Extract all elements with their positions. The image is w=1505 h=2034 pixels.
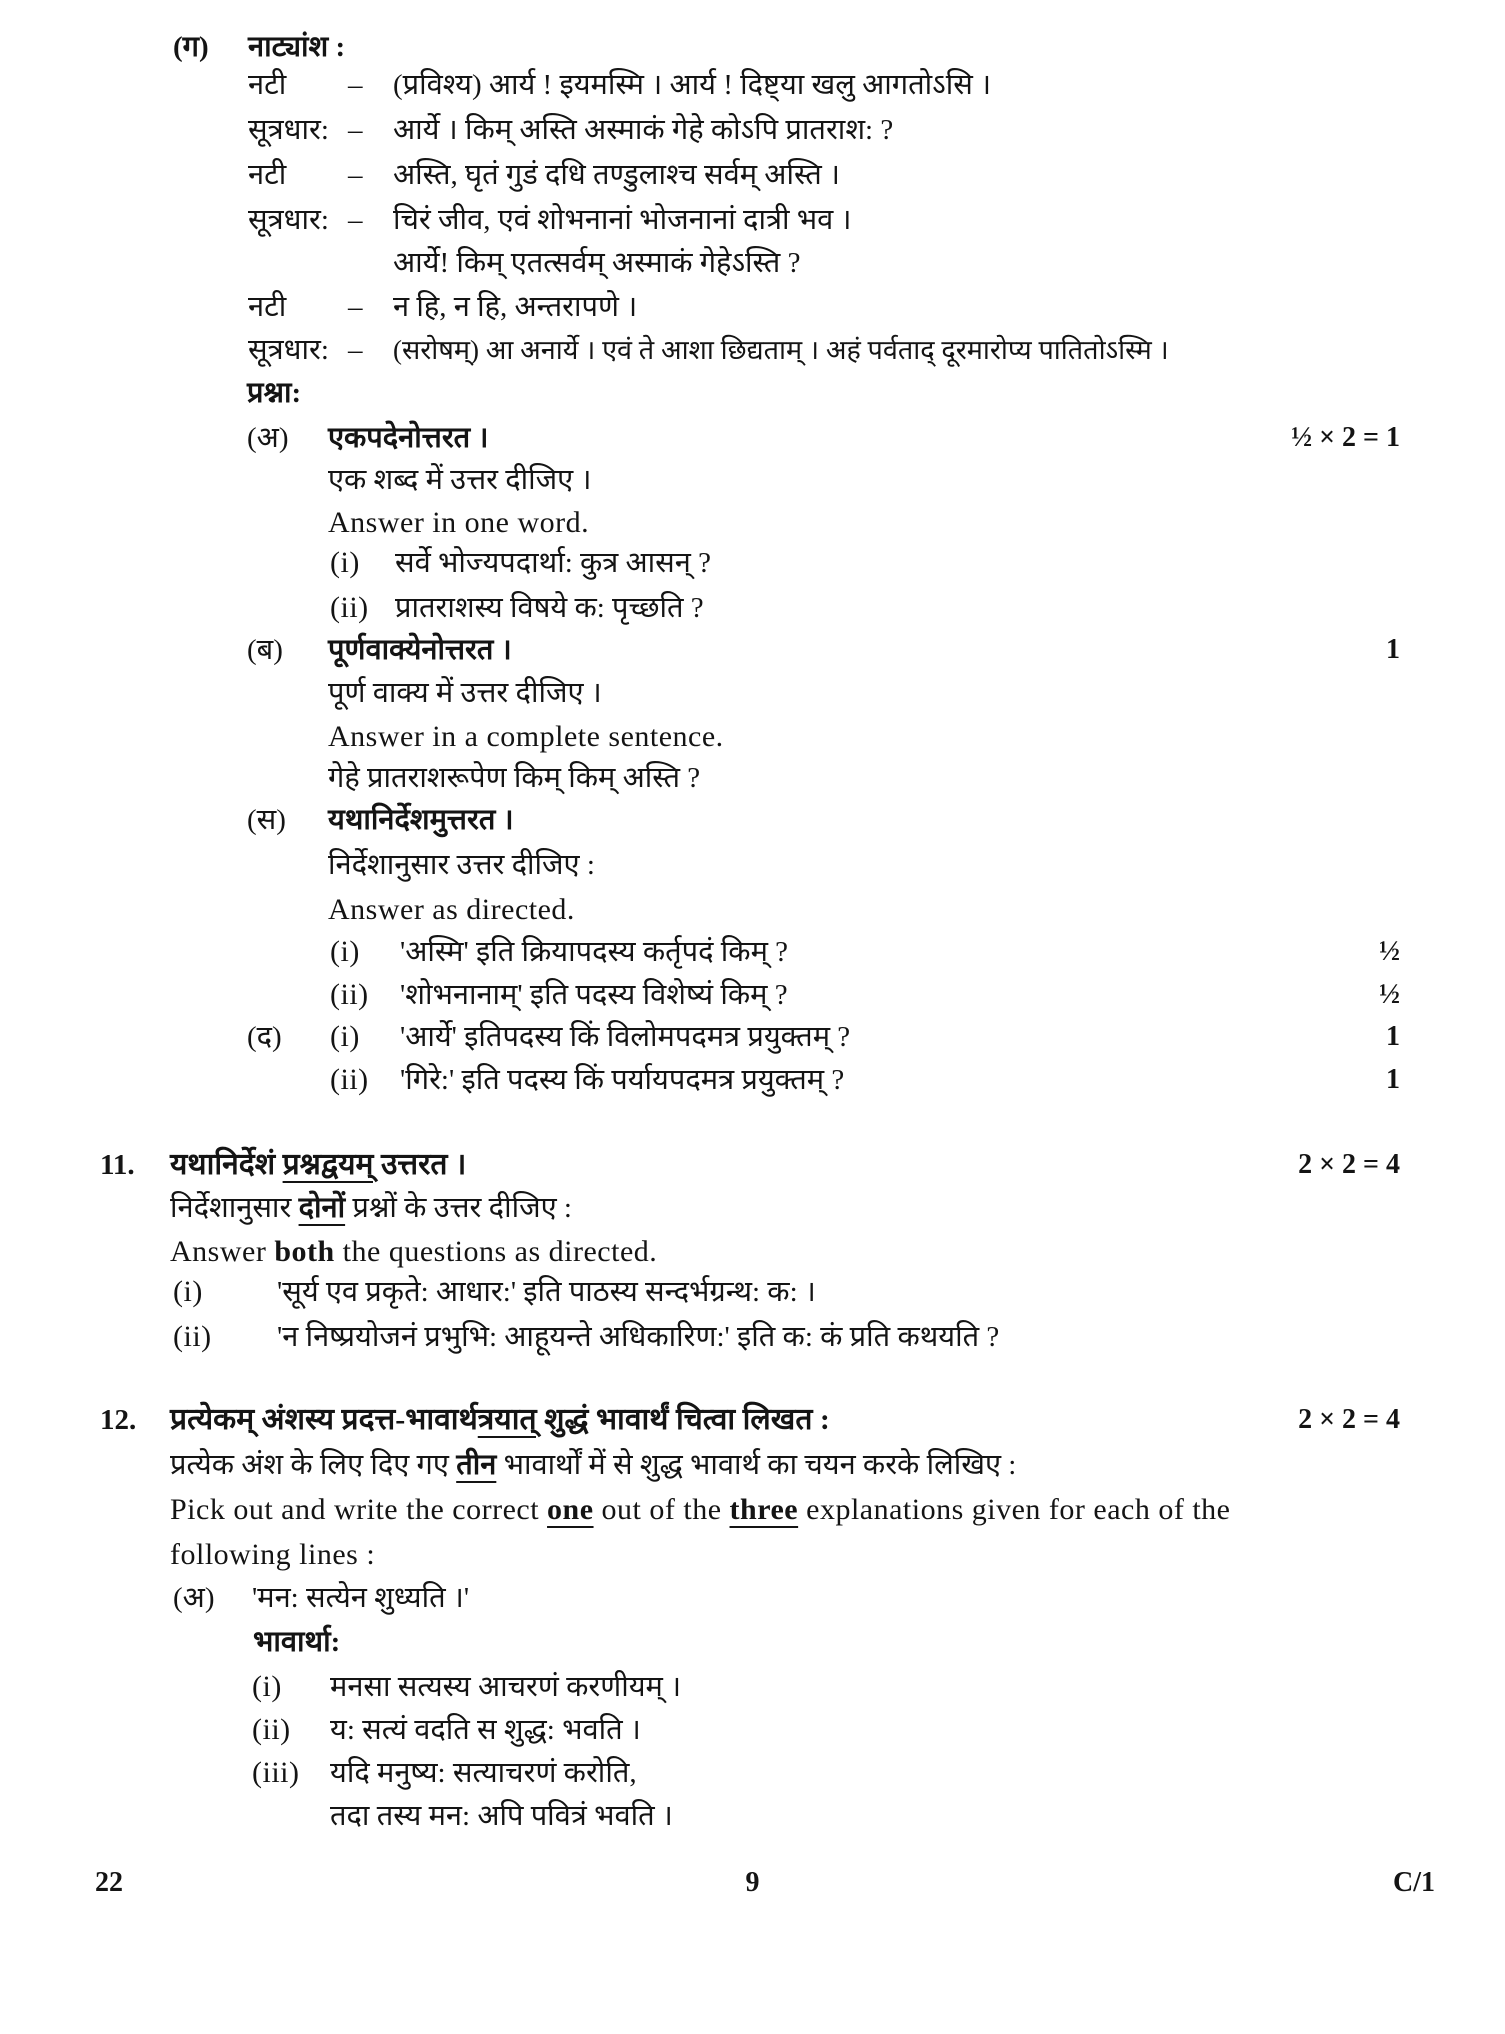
marks: 1 xyxy=(1386,1021,1400,1052)
english-bold-underlined: one xyxy=(547,1493,594,1526)
footer-paper-code: C/1 xyxy=(1393,1867,1435,1898)
section-s-hindi-row xyxy=(0,845,1505,891)
dialogue-line xyxy=(0,200,1505,246)
dialogue-text: (सरोषम्) आ अनार्ये । एवं ते आशा छिद्यताम् । अहं पर्वताद् दूरमारोप्य पातितोऽस्मि । xyxy=(393,335,1169,365)
title-underlined: प्रश्नद्वयम् xyxy=(282,1148,374,1181)
questions-heading: प्रश्ना: xyxy=(247,377,302,409)
dialogue-line xyxy=(0,287,1505,333)
instruction-hindi: एक शब्द में उत्तर दीजिए । xyxy=(328,464,592,496)
q11-item-row xyxy=(0,1317,1505,1363)
item-text: प्रातराशस्य विषये क: पृच्छति ? xyxy=(395,592,704,624)
item-text: 'न निष्प्रयोजनं प्रभुभि: आहूयन्ते अधिकारिण:' इति क: कं प्रति कथयति ? xyxy=(277,1321,1000,1353)
question-number: 12. xyxy=(100,1404,137,1436)
option-text: तदा तस्य मन: अपि पवित्रं भवति । xyxy=(330,1800,673,1832)
english-part: Pick out and write the correct xyxy=(170,1493,548,1526)
bhavarth-heading: भावार्था: xyxy=(253,1626,341,1658)
section-a-hindi-row xyxy=(0,460,1505,506)
marks: 1 xyxy=(1386,634,1400,665)
instruction-hindi: पूर्ण वाक्य में उत्तर दीजिए । xyxy=(328,677,602,709)
dialogue-speaker: सूत्रधार: xyxy=(248,114,329,146)
item-text: 'सूर्य एव प्रकृते: आधार:' इति पाठस्य सन्दर्भग्रन्थ: क: । xyxy=(277,1276,816,1308)
section-d-item-row xyxy=(0,1060,1505,1106)
section-b-question-row xyxy=(0,758,1505,804)
item-text: 'गिरे:' इति पदस्य किं पर्यायपदमत्र प्रयुक्तम् ? xyxy=(400,1064,845,1096)
dialogue-line xyxy=(0,110,1505,156)
dialogue-dash: – xyxy=(348,114,363,146)
item-number: (i) xyxy=(330,1020,360,1053)
english-part: out of the xyxy=(593,1493,730,1526)
question-title xyxy=(170,1400,830,1440)
section-b-title-row xyxy=(0,630,1505,676)
q12-bhavarth-heading-row xyxy=(0,1622,1505,1668)
marks: 1 xyxy=(1386,1064,1400,1095)
footer-left-number: 22 xyxy=(95,1867,123,1898)
q11-item-row xyxy=(0,1272,1505,1318)
title-part: शुद्धं भावार्थं चित्वा लिखत : xyxy=(536,1403,830,1436)
english-part: following lines : xyxy=(170,1538,376,1571)
section-label: (ब) xyxy=(247,634,283,666)
section-a-item-row xyxy=(0,588,1505,634)
q12-option-row xyxy=(0,1710,1505,1756)
english-part: the questions as directed. xyxy=(334,1235,658,1268)
option-number: (i) xyxy=(252,1670,282,1703)
item-number: (i) xyxy=(173,1275,203,1308)
hindi-part: निर्देशानुसार xyxy=(170,1192,299,1224)
part-label: (अ) xyxy=(173,1582,215,1614)
dialogue-speaker: नटी xyxy=(248,291,287,323)
footer-page-number: 9 xyxy=(745,1867,760,1898)
section-b-english-row xyxy=(0,717,1505,763)
dialogue-text: न हि, न हि, अन्तरापणे । xyxy=(393,291,638,323)
instruction-english: Answer as directed. xyxy=(328,893,575,926)
instruction-hindi: निर्देशानुसार उत्तर दीजिए : xyxy=(328,849,595,881)
question-number: 11. xyxy=(100,1149,135,1181)
marks: 2 × 2 = 4 xyxy=(1298,1149,1400,1180)
dialogue-speaker: सूत्रधार: xyxy=(248,204,329,236)
section-title: यथानिर्देशमुत्तरत । xyxy=(328,804,514,836)
item-number: (ii) xyxy=(330,1063,369,1096)
title-underlined: त्रयात् xyxy=(477,1403,537,1436)
section-s-title-row xyxy=(0,800,1505,846)
dialogue-dash: – xyxy=(348,334,363,366)
item-number: (i) xyxy=(330,546,360,579)
instruction-hindi xyxy=(170,1188,572,1228)
hindi-part: प्रश्नों के उत्तर दीजिए : xyxy=(345,1192,572,1224)
question-text: गेहे प्रातराशरूपेण किम् किम् अस्ति ? xyxy=(328,762,701,794)
instruction-english xyxy=(170,1490,1230,1530)
q11-hindi-row xyxy=(0,1188,1505,1234)
section-a-title-row xyxy=(0,418,1505,464)
dialogue-text: आर्ये! किम् एतत्सर्वम् अस्माकं गेहेऽस्ति ? xyxy=(393,247,801,279)
english-bold: both xyxy=(274,1235,335,1268)
section-title: पूर्णवाक्येनोत्तरत । xyxy=(328,634,512,666)
dialogue-line xyxy=(0,155,1505,201)
quoted-line: 'मन: सत्येन शुध्यति ।' xyxy=(252,1582,470,1614)
marks: 2 × 2 = 4 xyxy=(1298,1404,1400,1435)
q12-english-row2 xyxy=(0,1535,1505,1581)
title-part: यथानिर्देशं xyxy=(170,1148,283,1181)
section-title: एकपदेनोत्तरत । xyxy=(328,422,489,454)
q12-option-row xyxy=(0,1667,1505,1713)
dialogue-dash: – xyxy=(348,291,363,323)
q12-option-continuation-row xyxy=(0,1796,1505,1842)
item-number: (i) xyxy=(330,935,360,968)
q12-title-row xyxy=(0,1400,1505,1446)
item-number: (ii) xyxy=(330,591,369,624)
instruction-english: Answer in a complete sentence. xyxy=(328,720,724,753)
option-number: (iii) xyxy=(252,1756,300,1789)
dialogue-speaker: नटी xyxy=(248,69,287,101)
section-d-item-row xyxy=(0,1017,1505,1063)
english-bold-underlined: three xyxy=(729,1493,799,1526)
item-text: सर्वे भोज्यपदार्था: कुत्र आसन् ? xyxy=(395,547,712,579)
item-number: (ii) xyxy=(330,978,369,1011)
dialogue-dash: – xyxy=(348,204,363,236)
instruction-english xyxy=(170,1232,657,1272)
dialogue-line xyxy=(0,330,1505,376)
q12-english-row xyxy=(0,1490,1505,1536)
section-label: (अ) xyxy=(247,422,289,454)
q11-title-row xyxy=(0,1145,1505,1191)
hindi-part: प्रत्येक अंश के लिए दिए गए xyxy=(170,1449,457,1481)
dialogue-text: आर्ये । किम् अस्ति अस्माकं गेहे कोऽपि प्रातराश: ? xyxy=(393,114,894,146)
section-b-hindi-row xyxy=(0,673,1505,719)
q12-hindi-row xyxy=(0,1445,1505,1491)
q12-option-row xyxy=(0,1753,1505,1799)
dialogue-dash: – xyxy=(348,69,363,101)
question-title xyxy=(170,1145,466,1185)
hindi-underlined: दोनों xyxy=(298,1192,346,1224)
section-s-item-row xyxy=(0,975,1505,1021)
section-label: (स) xyxy=(247,804,286,836)
hindi-part: भावार्थों में से शुद्ध भावार्थ का चयन करके लिखिए : xyxy=(496,1449,1017,1481)
passage-label: (ग) xyxy=(173,31,209,63)
option-text: य: सत्यं वदति स शुद्ध: भवति । xyxy=(330,1714,641,1746)
dialogue-text: (प्रविश्य) आर्य ! इयमस्मि । आर्य ! दिष्ट्या खलु आगतोऽसि । xyxy=(393,69,992,101)
dialogue-text: अस्ति, घृतं गुडं दधि तण्डुलाश्च सर्वम् अस्ति । xyxy=(393,159,841,191)
dialogue-speaker: नटी xyxy=(248,159,287,191)
item-text: 'आर्ये' इतिपदस्य किं विलोमपदमत्र प्रयुक्तम् ? xyxy=(400,1021,851,1053)
title-part: प्रत्येकम् अंशस्य प्रदत्त-भावार्थ xyxy=(170,1403,478,1436)
passage-heading: नाट्यांश : xyxy=(248,31,346,63)
option-number: (ii) xyxy=(252,1713,291,1746)
dialogue-continuation xyxy=(0,243,1505,289)
dialogue-text: चिरं जीव, एवं शोभनानां भोजनानां दात्री भव । xyxy=(393,204,852,236)
marks: ½ xyxy=(1379,979,1400,1010)
english-part: explanations given for each of the xyxy=(798,1493,1231,1526)
section-s-english-row xyxy=(0,890,1505,936)
section-label: (द) xyxy=(247,1021,282,1053)
section-a-item-row xyxy=(0,543,1505,589)
item-number: (ii) xyxy=(173,1320,212,1353)
option-text: मनसा सत्यस्य आचरणं करणीयम् । xyxy=(330,1671,682,1703)
item-text: 'शोभनानाम्' इति पदस्य विशेष्यं किम् ? xyxy=(400,979,788,1011)
section-s-item-row xyxy=(0,932,1505,978)
instruction-hindi xyxy=(170,1445,1016,1485)
page-footer xyxy=(0,1863,1505,1909)
marks: ½ × 2 = 1 xyxy=(1291,422,1400,453)
title-part: उत्तरत । xyxy=(373,1148,467,1181)
dialogue-speaker: सूत्रधार: xyxy=(248,334,329,366)
dialogue-dash: – xyxy=(348,159,363,191)
dialogue-line xyxy=(0,65,1505,111)
q12-part-a-row xyxy=(0,1578,1505,1624)
hindi-underlined: तीन xyxy=(456,1449,497,1481)
english-part: Answer xyxy=(170,1235,275,1268)
option-text: यदि मनुष्य: सत्याचरणं करोति, xyxy=(330,1757,637,1789)
questions-heading-row xyxy=(0,373,1505,419)
marks: ½ xyxy=(1379,936,1400,967)
instruction-english: Answer in one word. xyxy=(328,506,590,539)
item-text: 'अस्मि' इति क्रियापदस्य कर्तृपदं किम् ? xyxy=(400,936,789,968)
